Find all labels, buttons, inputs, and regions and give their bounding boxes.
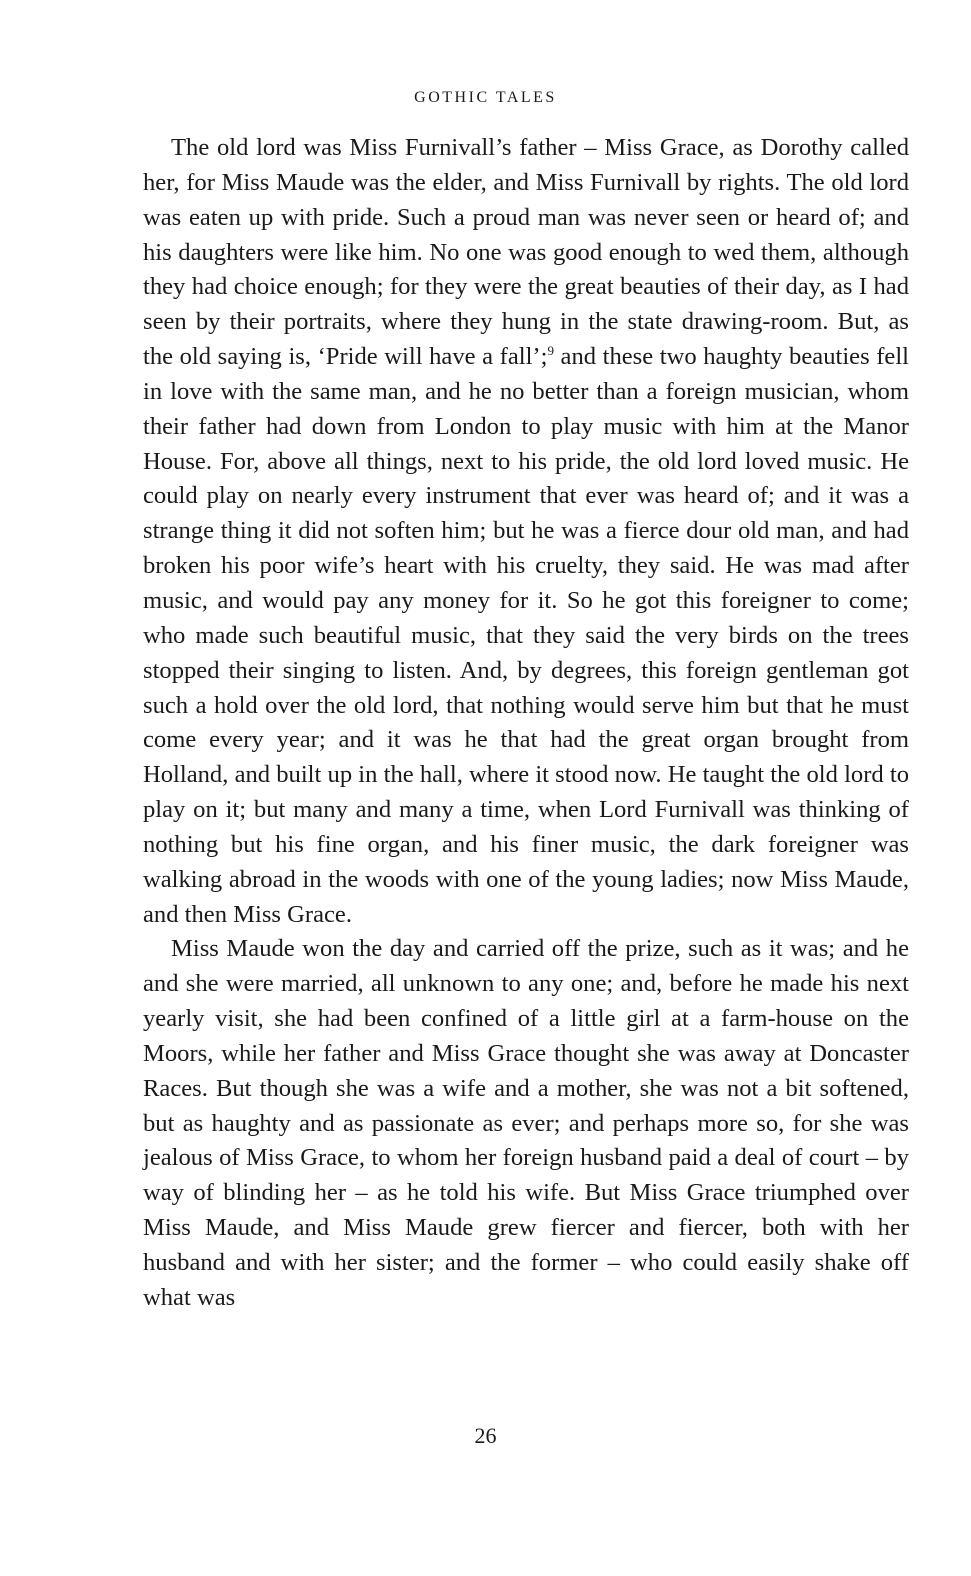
paragraph-1	[143, 131, 909, 932]
paragraph-1-text-after-note: and these two haughty beauties fell in love with the same man, and he no better than a foreign musician, whom their father had down from London to play music with him at the Manor House. For, above all things, next to his pride, the old lord loved music. He could play on nearly every instrument that ever was heard of; and it was a strange thing it did not soften him; but he was a fierce dour old man, and had broken his poor wife’s heart with his cruelty, they said. He was mad after music, and would pay any money for it. So he got this foreigner to come; who made such beautiful music, that they said the very birds on the trees stopped their singing to listen. And, by degrees, this foreign gentleman got such a hold over the old lord, that nothing would serve him but that he must come every year; and it was he that had the great organ brought from Holland, and built up in the hall, where it stood now. He taught the old lord to play on it; but many and many a time, when Lord Furnivall was thinking of nothing but his fine organ, and his finer music, the dark foreigner was walking abroad in the woods with one of the young ladies; now Miss Maude, and then Miss Grace.	[143, 343, 909, 928]
page-number: 26	[474, 1423, 497, 1448]
running-head-title: GOTHIC TALES	[414, 89, 557, 106]
paragraph-2-text: Miss Maude won the day and carried off the prize, such as it was; and he and she were married, all unknown to any one; and, before he made his next yearly visit, she had been confined of a little girl at a farm-house on the Moors, while her father and Miss Grace thought she was away at Doncaster Races. But though she was a wife and a mother, she was not a bit softened, but as haughty and as passionate as ever; and perhaps more so, for she was jealous of Miss Grace, to whom her foreign husband paid a deal of court – by way of blinding her – as he told his wife. But Miss Grace triumphed over Miss Maude, and Miss Maude grew fiercer and fiercer, both with her husband and with her sister; and the former – who could easily shake off what was	[143, 935, 909, 1311]
paragraph-2	[143, 932, 909, 1315]
footnote-reference-9[interactable]: 9	[547, 343, 554, 359]
paragraph-1-text-before-note: The old lord was Miss Furnivall’s father – Miss Grace, as Dorothy called her, for Miss Maude was the elder, and Miss Furnivall by rights. The old lord was eaten up with pride. Such a proud man was never seen or heard of; and his daughters were like him. No one was good enough to wed them, although they had choice enough; for they were the great beauties of their day, as I had seen by their portraits, where they hung in the state drawing-room. But, as the old saying is, ‘Pride will have a fall’;	[143, 134, 909, 371]
body-text	[143, 131, 909, 1316]
